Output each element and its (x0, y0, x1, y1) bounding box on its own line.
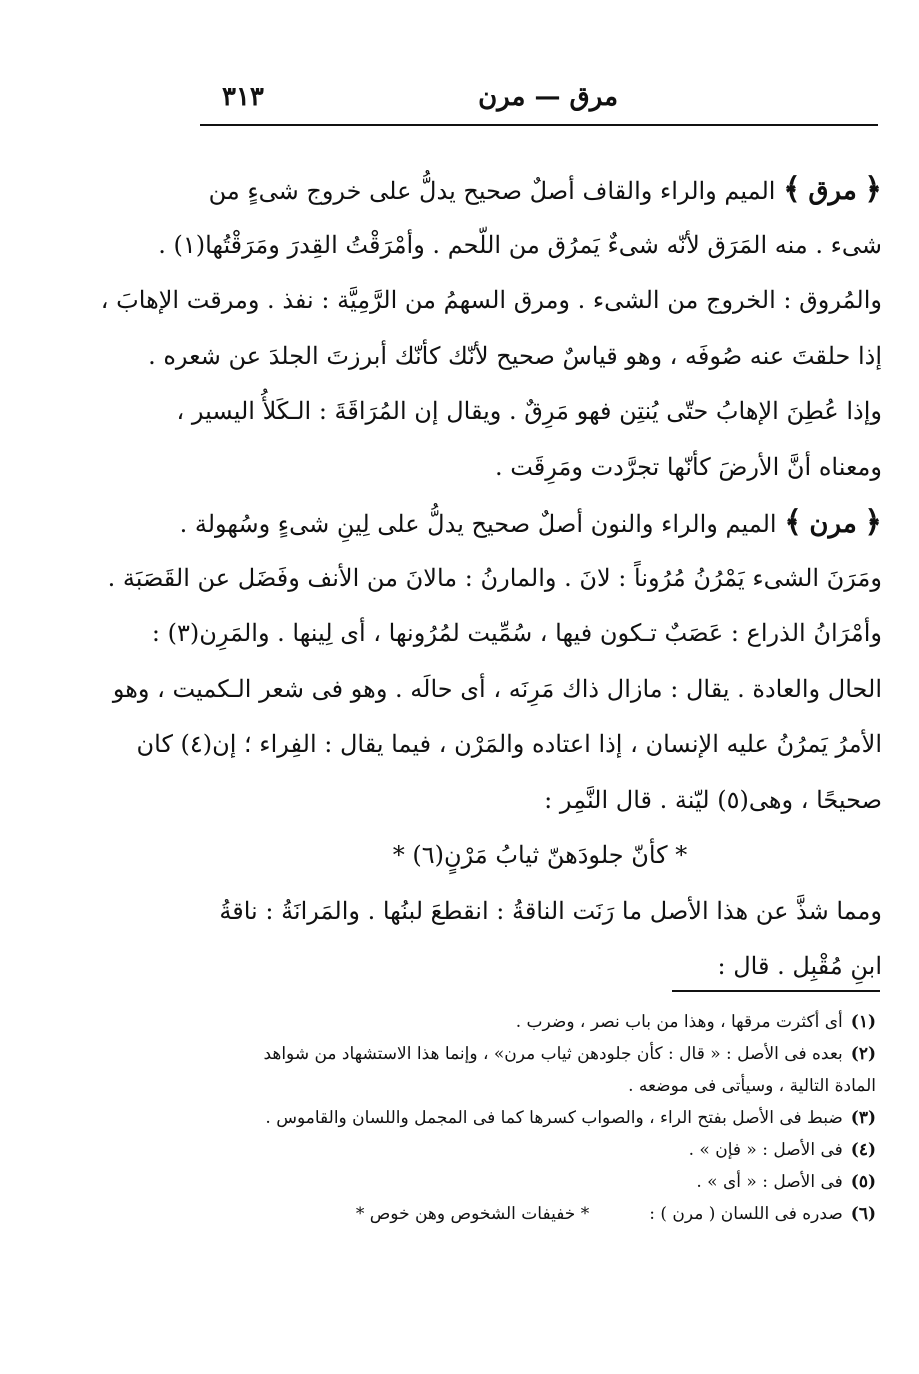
footnote-number: (٢) (850, 1044, 876, 1064)
footnotes (198, 1006, 876, 1230)
footnote (198, 1006, 876, 1038)
footnote-text: صدره فی اللسان ( مرن ) : (649, 1204, 843, 1224)
text-line: وإذا عُطِنَ الإهابُ حتّى یُنتِن فهو مَرِقٌ . ویقال إن المُرَاقَةَ : الـكَلأُ الیسیر ، (176, 397, 882, 425)
entry-close-bracket: ﴾ (784, 505, 802, 540)
text-line-content: المیم والراء والقاف أصلٌ صحیح یدلُّ علی خروج شیءٍ من (208, 177, 776, 205)
entry-heading-mrn: مرن (809, 509, 857, 539)
footnote (198, 1038, 876, 1070)
footnote-text: ضبط فی الأصل بفتح الراء ، والصواب كسرها كما فی المجمل واللسان والقاموس . (265, 1108, 843, 1128)
running-title: مرق — مرن (478, 82, 618, 112)
footnote-text: بعده فی الأصل : « قال : كأن جلودهن ثیاب مرن» ، وإنما هذا الاستشهاد من شواهد (263, 1044, 843, 1064)
footnote-number: (١) (850, 1012, 876, 1032)
footnote (198, 1102, 876, 1134)
footnote-text: أی أكثرت مرقها ، وهذا من باب نصر ، وضرب . (515, 1012, 843, 1032)
footnote-number: (٣) (850, 1108, 876, 1128)
footnote-rule (672, 990, 880, 992)
entry-open-bracket: ﴿ (864, 172, 882, 207)
main-text (100, 162, 882, 995)
text-line: ومعناه أنَّ الأرضَ كأنّها تجرَّدت ومَرِقَت . (494, 452, 882, 481)
header-rule (200, 124, 878, 126)
footnote-continuation: المادة التالیة ، وسیأتی فی موضعه . (628, 1076, 876, 1096)
footnote-text: فی الأصل : « فإن » . (688, 1140, 843, 1160)
text-line (198, 162, 882, 218)
page-number: ٣١٣ (222, 82, 264, 112)
text-line: والمُروق : الخروج من الشیء . ومرق السهمُ من الرَّمِیَّة : نفذ . ومرقت الإهابَ ، (100, 286, 882, 314)
running-head (200, 82, 878, 120)
text-line: ومما شذَّ عن هذا الأصل ما رَنَت الناقةُ : انقطعَ لبنُها . والمَرانَةُ : ناقةُ (219, 896, 882, 925)
text-line: ابنِ مُقْبِل . قال : (717, 952, 882, 980)
text-line: صحیحًا ، وهی(٥) لیّنة . قال النَّمِر : (544, 785, 882, 814)
footnote-text: فی الأصل : « أی » . (696, 1172, 843, 1192)
footnote-number: (٥) (850, 1172, 876, 1192)
verse-line: * كأنّ جلودَهنّ ثیابُ مَرْنٍ(٦) * (392, 841, 688, 869)
footnote-verse: * خفیفات الشخوص وهن خوص * (355, 1204, 590, 1224)
text-line: الأمرُ یَمرُنُ علیه الإنسان ، إذا اعتاده والمَرْن ، فیما یقال : الفِراء ؛ إن(٤) كان (136, 730, 882, 758)
text-line (179, 495, 882, 551)
footnote-number: (٤) (850, 1140, 876, 1160)
text-line: الحال والعادة . یقال : مازال ذاك مَرِنَه ، أی حالَه . وهو فی شعر الـكمیت ، وهو (112, 674, 882, 703)
footnote (198, 1134, 876, 1166)
entry-open-bracket: ﴿ (864, 505, 882, 540)
text-line-content: المیم والراء والنون أصلٌ صحیح یدلُّ على لِینِ شیءٍ وسُهولة . (179, 510, 777, 538)
text-line: شیء . منه المَرَق لأنّه شیءٌ یَمرُق من اللّحم . وأمْرَقْتُ القِدرَ ومَرَقْتُها(١) . (158, 230, 882, 259)
entry-heading-mrq: مرق (808, 176, 857, 206)
text-line: إذا حلقتَ عنه صُوفَه ، وهو قیاسٌ صحیح لأنّك كأنّك أبرزتَ الجلدَ عن شعره . (148, 341, 882, 370)
text-line: وأمْرَانُ الذراع : عَصَبٌ تـكون فیها ، سُمِّیت لمُرُونها ، أی لِینها . والمَرِن(٣) : (151, 619, 882, 647)
entry-close-bracket: ﴾ (783, 172, 801, 207)
footnote (198, 1166, 876, 1198)
text-line: ومَرَنَ الشیء یَمْرُنُ مُرُوناً : لانَ . والمارنُ : مالانَ من الأنف وفَضَل عن القَصَبَة . (107, 563, 882, 592)
footnote (198, 1198, 876, 1230)
footnote-number: (٦) (850, 1204, 876, 1224)
